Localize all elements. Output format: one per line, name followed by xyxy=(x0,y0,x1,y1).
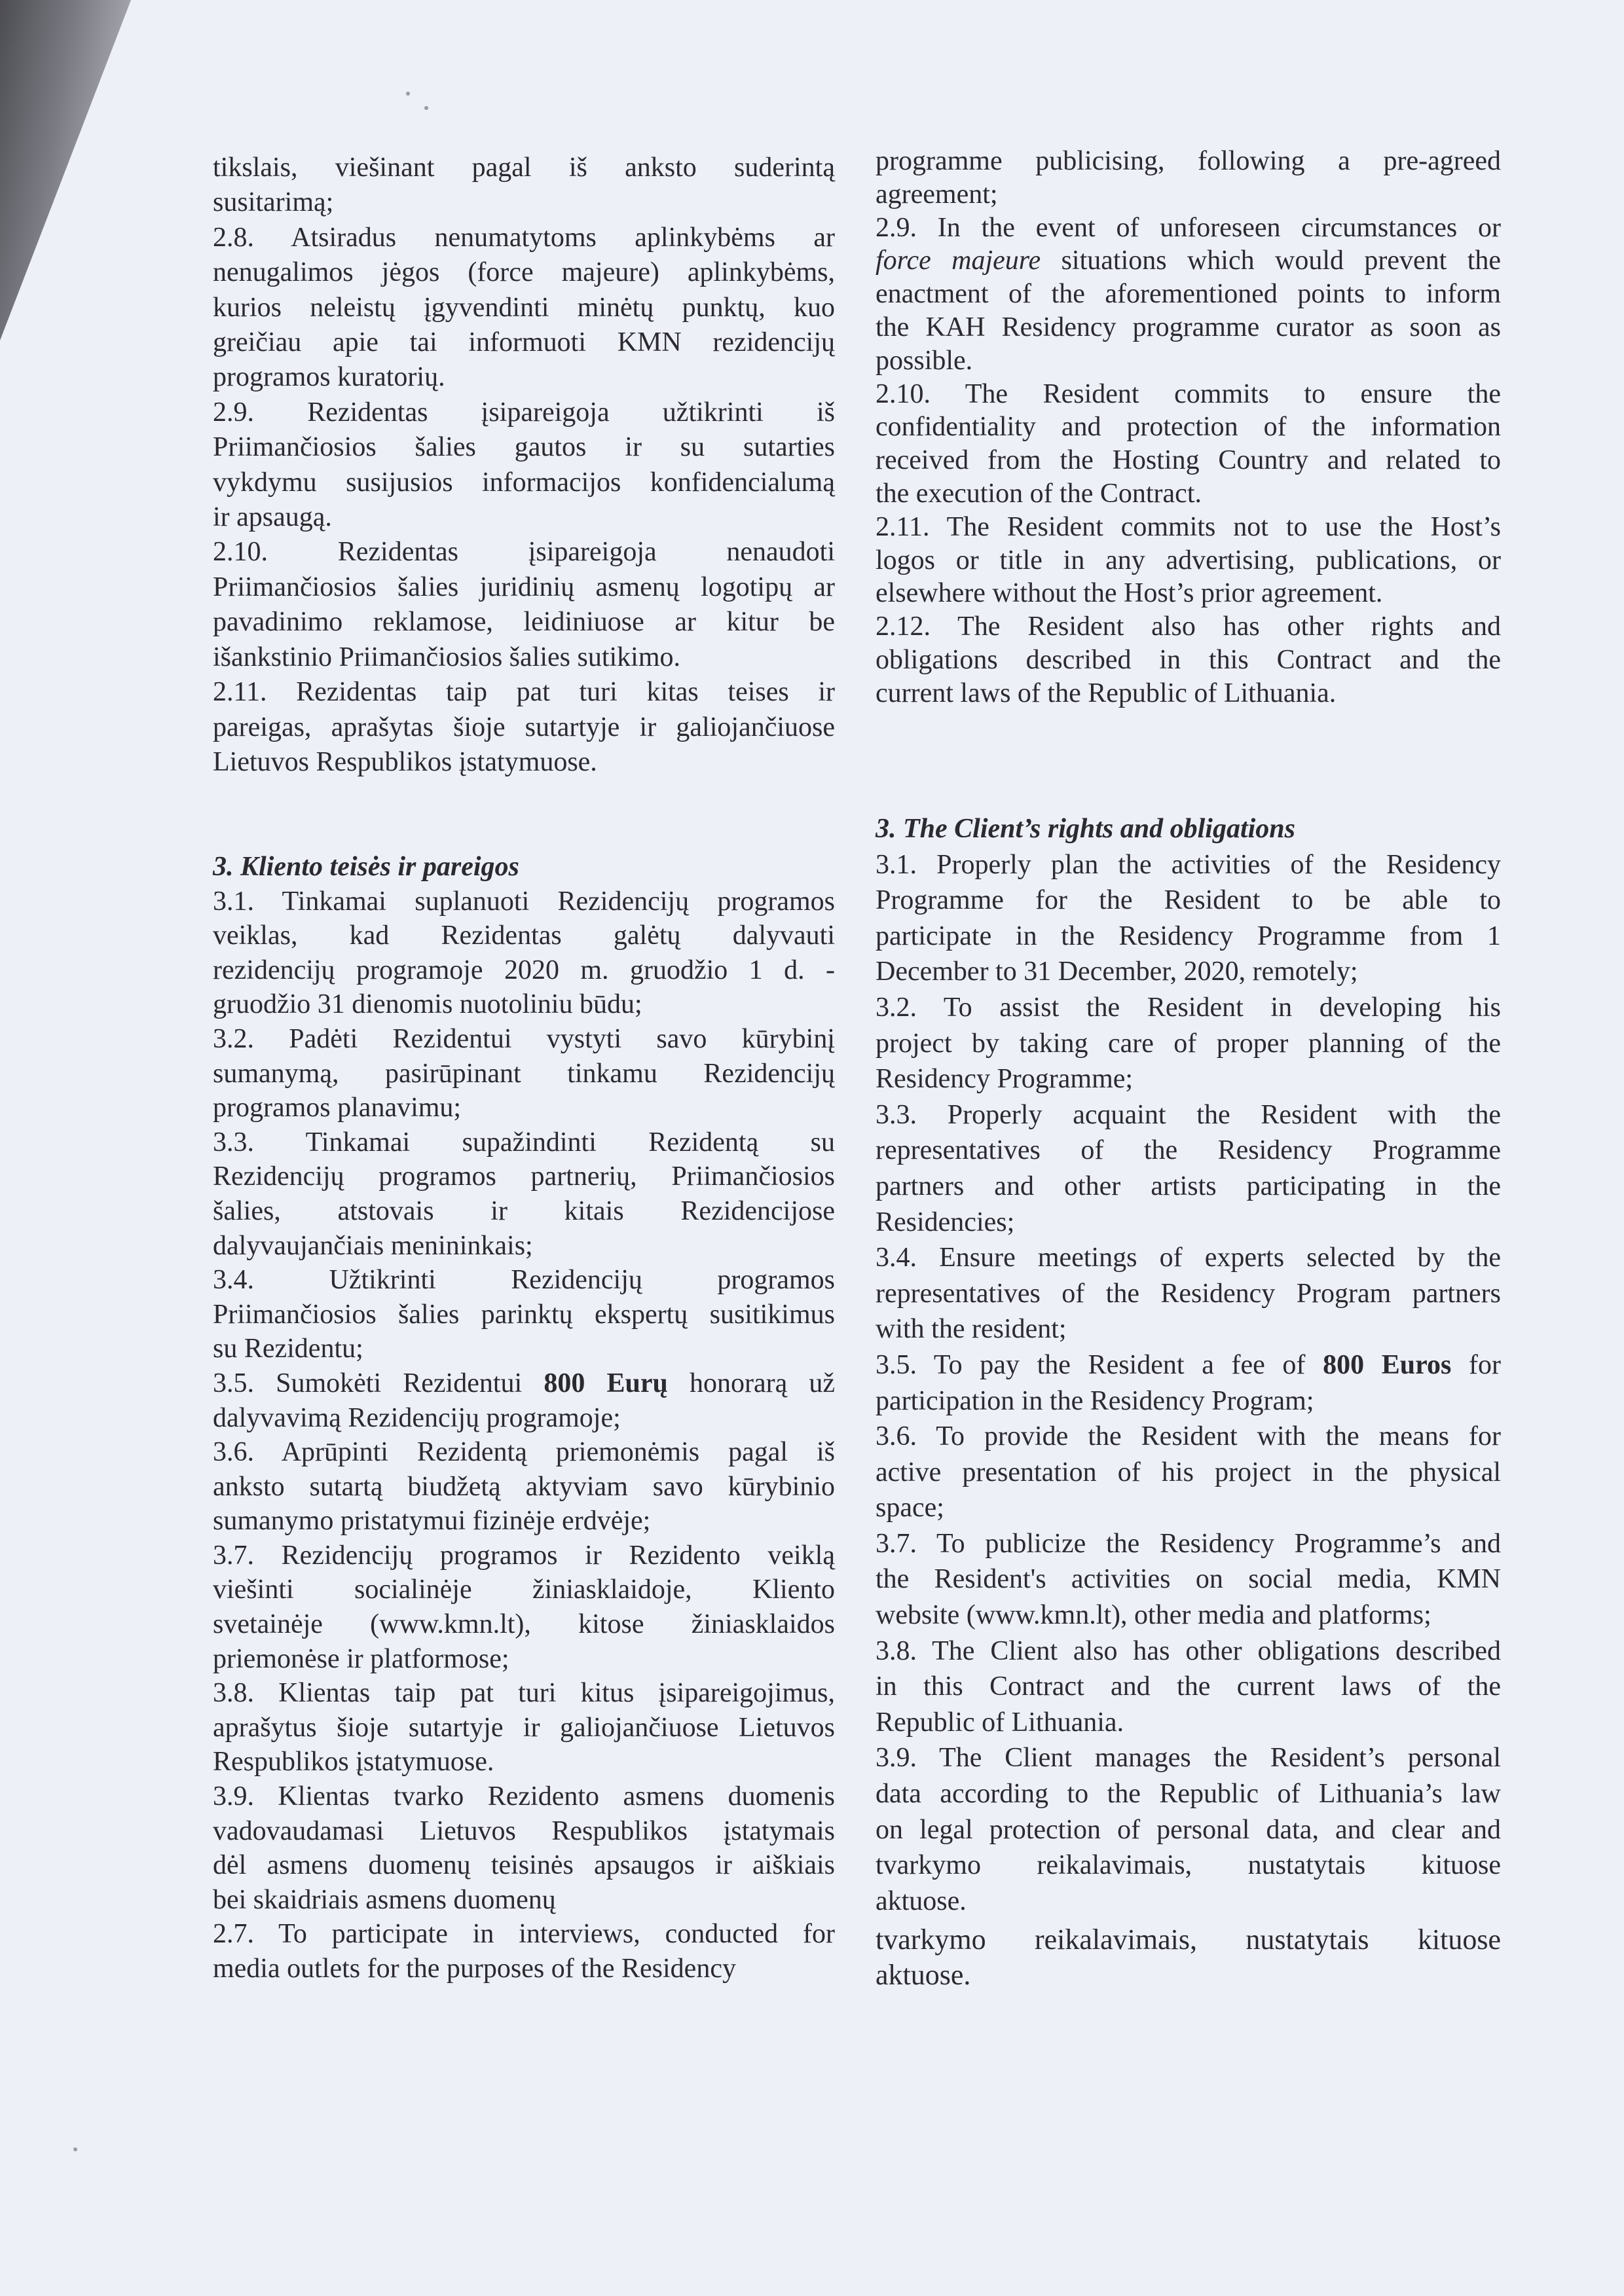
text-line: 3.2. To assist the Resident in developing his xyxy=(876,992,1501,1023)
text-line: 2.7. To participate in interviews, conducted for xyxy=(213,1919,835,1950)
text-line: the KAH Residency programme curator as soon as xyxy=(876,312,1501,342)
text-line: Programme for the Resident to be able to xyxy=(876,885,1501,916)
text-line: šalies, atstovais ir kitais Rezidencijose xyxy=(213,1195,835,1226)
left-column-clauses-2 xyxy=(213,151,835,780)
text-line: current laws of the Republic of Lithuania. xyxy=(876,678,1337,708)
text-line: 3.8. Klientas taip pat turi kitus įsipareigojimus, xyxy=(213,1678,835,1709)
text-line: Republic of Lithuania. xyxy=(876,1707,1124,1738)
text-line: data according to the Republic of Lithuania’s law xyxy=(876,1779,1501,1810)
text-line: enactment of the aforementioned points to inform xyxy=(876,279,1501,310)
text-line: tvarkymo reikalavimais, nustatytais kituose xyxy=(876,1850,1501,1881)
text-line: 2.10. The Resident commits to ensure the xyxy=(876,378,1501,409)
right-column-trailing-text xyxy=(876,1922,1501,1993)
clause-paragraph xyxy=(876,511,1501,610)
text-line: 2.12. The Resident also has other rights and xyxy=(876,611,1501,642)
right-column-clauses-2 xyxy=(876,145,1501,710)
clause-paragraph xyxy=(876,211,1501,378)
clause-paragraph xyxy=(876,1526,1501,1633)
text-line: the Resident's activities on social media, KMN xyxy=(876,1564,1501,1595)
text-line: 3.3. Tinkamai supažindinti Rezidentą su xyxy=(213,1127,835,1157)
clause-paragraph xyxy=(213,221,835,395)
text-line: 2.10. Rezidentas įsipareigoja nenaudoti xyxy=(213,537,835,568)
clause-paragraph xyxy=(876,1419,1501,1526)
text-line: 3.1. Properly plan the activities of the Residency xyxy=(876,849,1501,880)
text-line: 2.9. Rezidentas įsipareigoja užtikrinti iš xyxy=(213,397,835,428)
text-line: participate in the Residency Programme from 1 xyxy=(876,920,1501,951)
text-line: 3.7. To publicize the Residency Programme’s and xyxy=(876,1528,1501,1559)
text-line: elsewhere without the Host’s prior agreement. xyxy=(876,578,1383,609)
text-line: 3.3. Properly acquaint the Resident with the xyxy=(876,1099,1501,1130)
clause-paragraph xyxy=(876,610,1501,710)
text-line: aktuose. xyxy=(876,1886,967,1916)
text-line: project by taking care of proper planning of the xyxy=(876,1028,1501,1059)
scan-speck xyxy=(73,2147,77,2151)
text-line: Priimančiosios šalies juridinių asmenų logotipų ar xyxy=(213,572,835,602)
clause-paragraph xyxy=(876,990,1501,1097)
text-line: sumanymo pristatymui fizinėje erdvėje; xyxy=(213,1506,651,1537)
text-line: in this Contract and the current laws of the xyxy=(876,1671,1501,1702)
text-line: space; xyxy=(876,1493,944,1523)
clause-paragraph xyxy=(213,1435,835,1539)
scan-speck xyxy=(406,92,410,96)
text-line: received from the Hosting Country and related to xyxy=(876,445,1501,476)
text-line: dėl asmens duomenų teisinės apsaugos ir aiškiais xyxy=(213,1850,835,1881)
clause-paragraph xyxy=(876,145,1501,211)
clause-paragraph xyxy=(213,151,835,221)
clause-paragraph xyxy=(213,675,835,780)
text-line: obligations described in this Contract and the xyxy=(876,644,1501,675)
text-line: representatives of the Residency Programme xyxy=(876,1135,1501,1166)
text-line: Residencies; xyxy=(876,1207,1015,1237)
text-line: possible. xyxy=(876,345,973,376)
clause-paragraph xyxy=(213,1917,835,1986)
emphasized-text: 800 Euros xyxy=(1323,1349,1452,1380)
text-line: sumanymą, pasirūpinant tinkamu Rezidencijų xyxy=(213,1058,835,1089)
clause-paragraph xyxy=(876,1922,1501,1993)
text-line: aktuose. xyxy=(876,1959,971,1991)
text-line: gruodžio 31 dienomis nuotoliniu būdu; xyxy=(213,989,642,1020)
text-line: programos kuratorių. xyxy=(213,362,445,393)
text-line: December to 31 December, 2020, remotely; xyxy=(876,957,1358,987)
text-line: išankstinio Priimančiosios šalies sutikimo. xyxy=(213,642,680,672)
text-line: 3.8. The Client also has other obligations described xyxy=(876,1635,1501,1666)
text-line: website (www.kmn.lt), other media and platforms; xyxy=(876,1600,1431,1631)
text-line: ir apsaugą. xyxy=(213,502,332,533)
text-line: vykdymu susijusios informacijos konfidencialumą xyxy=(213,467,835,498)
text-line: Rezidencijų programos partnerių, Priimančiosios xyxy=(213,1161,835,1192)
text-line: vadovaudamasi Lietuvos Respublikos įstatymais xyxy=(213,1815,835,1846)
text-line: media outlets for the purposes of the Residency xyxy=(213,1954,736,1984)
text-line: on legal protection of personal data, and clear and xyxy=(876,1814,1501,1845)
text-line: 3.9. The Client manages the Resident’s personal xyxy=(876,1743,1501,1774)
emphasized-text: force majeure xyxy=(876,246,1041,276)
text-line: programos planavimu; xyxy=(213,1093,462,1123)
text-line: bei skaidriais asmens duomenų xyxy=(213,1884,556,1915)
clause-paragraph xyxy=(876,1347,1501,1419)
text-line: active presentation of his project in the physical xyxy=(876,1457,1501,1487)
clause-paragraph xyxy=(876,1740,1501,1919)
clause-paragraph xyxy=(213,1366,835,1435)
clause-paragraph xyxy=(213,1125,835,1263)
text-line: greičiau apie tai informuoti KMN rezidencijų xyxy=(213,327,835,358)
text-line: Residency Programme; xyxy=(876,1064,1134,1095)
clause-paragraph xyxy=(213,1676,835,1779)
text-line: tvarkymo reikalavimais, nustatytais kituose xyxy=(876,1923,1501,1956)
text-line: pareigas, aprašytas šioje sutartyje ir galiojančiuose xyxy=(213,712,835,742)
clause-paragraph xyxy=(213,1539,835,1676)
text-line: 3.1. Tinkamai suplanuoti Rezidencijų programos xyxy=(213,886,835,917)
text-line: 2.11. The Resident commits not to use the Host’s xyxy=(876,511,1501,542)
text-line: 3.7. Rezidencijų programos ir Rezidento veiklą xyxy=(213,1540,835,1571)
scan-edge-shadow xyxy=(0,0,131,340)
text-line: 3.5. To pay the Resident a fee of 800 Euros for xyxy=(876,1349,1501,1380)
text-line: the execution of the Contract. xyxy=(876,478,1202,509)
clause-paragraph xyxy=(213,1263,835,1366)
text-line: Respublikos įstatymuose. xyxy=(213,1747,494,1777)
text-line: kurios neleistų įgyvendinti minėtų punktų, kuo xyxy=(213,292,835,323)
emphasized-text: 800 Eurų xyxy=(544,1368,668,1398)
text-line: with the resident; xyxy=(876,1314,1067,1345)
clause-paragraph xyxy=(876,1633,1501,1741)
clause-paragraph xyxy=(213,535,835,675)
section-heading: 3. The Client’s rights and obligations xyxy=(876,814,1296,844)
text-line: susitarimą; xyxy=(213,187,334,218)
text-line: representatives of the Residency Program partners xyxy=(876,1278,1501,1309)
text-line: dalyvaujančiais menininkais; xyxy=(213,1230,533,1261)
text-line: confidentiality and protection of the information xyxy=(876,412,1501,443)
text-line: svetainėje (www.kmn.lt), kitose žiniasklaidos xyxy=(213,1609,835,1640)
clause-paragraph xyxy=(213,395,835,536)
text-line: pavadinimo reklamose, leidiniuose ar kitur be xyxy=(213,607,835,638)
text-line: 2.11. Rezidentas taip pat turi kitas teises ir xyxy=(213,677,835,708)
clause-paragraph xyxy=(213,1779,835,1917)
clause-paragraph xyxy=(876,1097,1501,1240)
text-line: nenugalimos jėgos (force majeure) aplinkybėms, xyxy=(213,257,835,288)
text-line: agreement; xyxy=(876,179,998,210)
scan-speck xyxy=(424,106,428,110)
text-line: su Rezidentu; xyxy=(213,1334,363,1364)
text-line: 2.8. Atsiradus nenumatytoms aplinkybėms ar xyxy=(213,222,835,253)
text-line: participation in the Residency Program; xyxy=(876,1385,1314,1416)
text-line: programme publicising, following a pre-agreed xyxy=(876,146,1501,176)
text-line: logos or title in any advertising, publications, or xyxy=(876,545,1501,575)
text-line: Priimančiosios šalies gautos ir su sutarties xyxy=(213,432,835,463)
clause-paragraph xyxy=(876,1240,1501,1347)
text-line: force majeure situations which would prevent the xyxy=(876,246,1502,276)
text-line: 3.6. To provide the Resident with the means for xyxy=(876,1421,1501,1452)
text-line: 3.6. Aprūpinti Rezidentą priemonėmis pagal iš xyxy=(213,1437,835,1468)
text-line: 3.9. Klientas tvarko Rezidento asmens duomenis xyxy=(213,1781,835,1812)
text-line: priemonėse ir platformose; xyxy=(213,1643,509,1674)
text-line: tikslais, viešinant pagal iš anksto suderintą xyxy=(213,153,835,183)
section-heading: 3. Kliento teisės ir pareigos xyxy=(213,852,519,882)
text-line: rezidencijų programoje 2020 m. gruodžio 1 d. - xyxy=(213,955,835,985)
clause-paragraph xyxy=(876,847,1501,990)
text-line: dalyvavimą Rezidencijų programoje; xyxy=(213,1402,621,1433)
text-line: anksto sutartą biudžetą aktyviam savo kūrybinio xyxy=(213,1471,835,1502)
clause-paragraph xyxy=(213,1022,835,1125)
text-line: veiklas, kad Rezidentas galėtų dalyvauti xyxy=(213,920,835,951)
text-line: aprašytus šioje sutartyje ir galiojančiuose Lietuvos xyxy=(213,1712,835,1743)
text-line: Lietuvos Respublikos įstatymuose. xyxy=(213,746,597,777)
text-line: 3.2. Padėti Rezidentui vystyti savo kūrybinį xyxy=(213,1023,835,1054)
text-line: 3.4. Užtikrinti Rezidencijų programos xyxy=(213,1265,835,1296)
text-line: viešinti socialinėje žiniasklaidoje, Kliento xyxy=(213,1575,835,1605)
text-line: partners and other artists participating in the xyxy=(876,1171,1501,1201)
right-column-section-3 xyxy=(876,811,1501,1919)
text-line: 3.5. Sumokėti Rezidentui 800 Eurų honorarą už xyxy=(213,1368,835,1398)
clause-paragraph xyxy=(876,378,1501,511)
text-line: 2.9. In the event of unforeseen circumstances or xyxy=(876,212,1501,243)
left-column-section-3 xyxy=(213,850,835,1986)
text-line: Priimančiosios šalies parinktų ekspertų susitikimus xyxy=(213,1299,835,1330)
clause-paragraph xyxy=(213,884,835,1022)
text-line: 3.4. Ensure meetings of experts selected by the xyxy=(876,1243,1501,1273)
